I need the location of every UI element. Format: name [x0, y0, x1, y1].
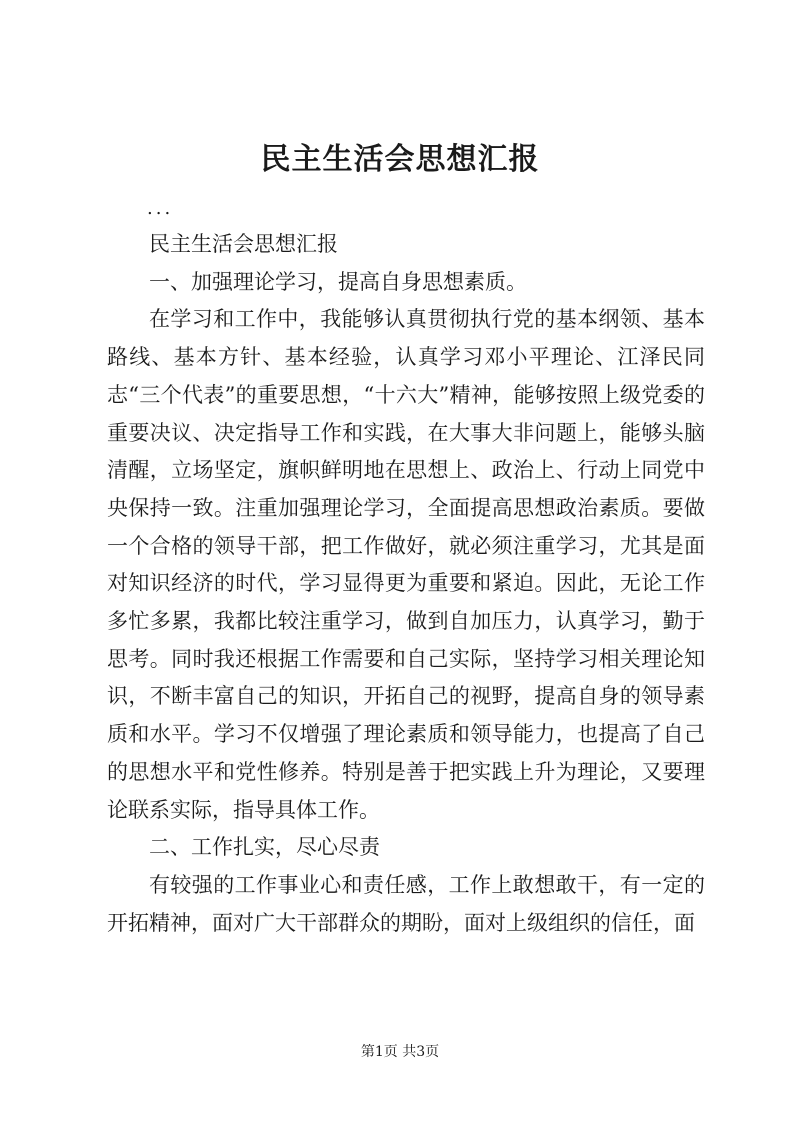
paragraph-section-one-body: 在学习和工作中，我能够认真贯彻执行党的基本纲领、基本路线、基本方针、基本经验，认真学习邓小平理论、江泽民同志“三个代表”的重要思想，“十六大”精神，能够按照上级党委的重要决议、决定指导工作和实践，在大事大非问题上，能够头脑清醒，立场坚定，旗帜鲜明地在思想上、政治上、行动上同党中央保持一致。注重加强理论学习，全面提高思想政治素质。要做一个合格的领导干部，把工作做好，就必须注重学习，尤其是面对知识经济的时代，学习显得更为重要和紧迫。因此，无论工作多忙多累，我都比较注重学习，做到自加压力，认真学习，勤于思考。同时我还根据工作需要和自己实际，坚持学习相关理论知识，不断丰富自己的知识，开拓自己的视野，提高自身的领导素质和水平。学习不仅增强了理论素质和领导能力，也提高了自己的思想水平和党性修养。特别是善于把实践上升为理论，又要理论联系实际，指导具体工作。 [107, 307, 705, 822]
ellipsis-marker: ... [147, 198, 174, 219]
paragraph-section-one-title: 一、加强理论学习，提高自身思想素质。 [149, 269, 527, 294]
paragraph-section-two-title: 二、工作扎实，尽心尽责 [149, 835, 380, 860]
document-title: 民主生活会思想汇报 [260, 142, 540, 177]
paragraph-heading: 民主生活会思想汇报 [149, 232, 338, 256]
paragraph-section-two-body: 有较强的工作事业心和责任感，工作上敢想敢干，有一定的开拓精神，面对广大干部群众的期盼，面对上级组织的信任，面 [107, 872, 705, 935]
page-footer: 第1页 共3页 [360, 1044, 440, 1060]
document-body [107, 226, 705, 942]
